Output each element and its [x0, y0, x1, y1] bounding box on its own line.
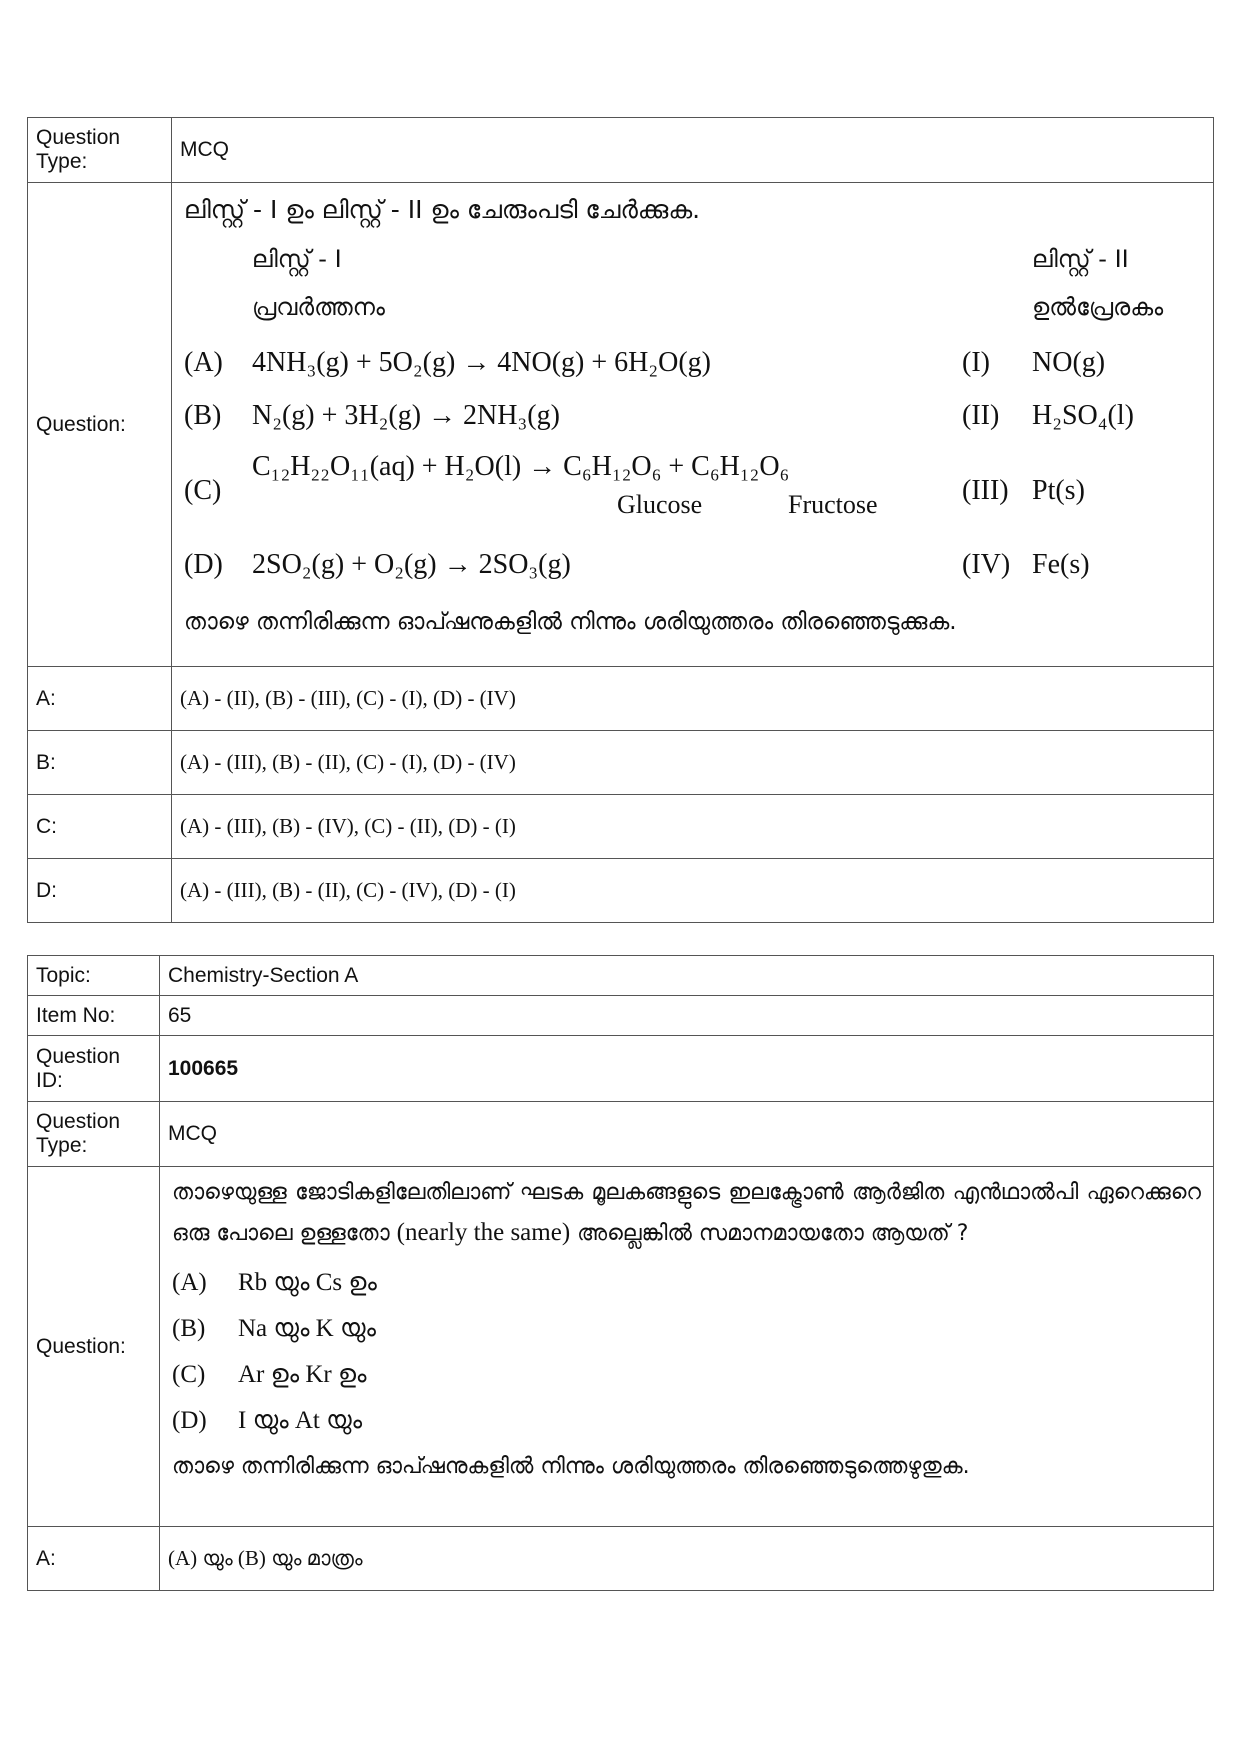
choice-list: [172, 1260, 1201, 1444]
question-table-2: [27, 955, 1214, 1591]
option-row: [28, 1527, 1214, 1591]
choice-item: [172, 1398, 1201, 1444]
list1-row-label: (A): [184, 347, 223, 378]
list2-row-label: (III): [962, 475, 1009, 506]
topic-value: Chemistry-Section A: [160, 956, 1214, 996]
question-row: [28, 1167, 1214, 1527]
list2-subheading: ഉൽപ്രേരകം: [1032, 293, 1164, 321]
question-id-value: 100665: [160, 1036, 1214, 1102]
option-text: (A) യും (B) യും മാത്രം: [160, 1527, 1214, 1591]
choice-item: [172, 1260, 1201, 1306]
option-text: (A) - (III), (B) - (II), (C) - (I), (D) - (IV): [172, 731, 1214, 795]
option-text: (A) - (III), (B) - (IV), (C) - (II), (D) - (I): [172, 795, 1214, 859]
list1-row-label: (D): [184, 549, 223, 580]
option-row: [28, 795, 1214, 859]
option-label: B:: [28, 731, 172, 795]
choice-item: [172, 1306, 1201, 1352]
topic-row: [28, 956, 1214, 996]
option-label: A:: [28, 1527, 160, 1591]
choice-text: Na യും K യും: [238, 1315, 377, 1342]
question-intro: ലിസ്റ്റ് - I ഉം ലിസ്റ്റ് - II ഉം ചേരുംപടി ചേർക്കുക.: [184, 195, 701, 224]
list1-heading: ലിസ്റ്റ് - I: [252, 245, 342, 273]
question-type-row: [28, 118, 1214, 183]
question-body: [172, 183, 1214, 667]
list1-row-label: (B): [184, 400, 222, 431]
option-row: [28, 859, 1214, 923]
list2-heading: ലിസ്റ്റ് - II: [1032, 245, 1129, 273]
choice-item: [172, 1352, 1201, 1398]
fructose-label: Fructose: [788, 490, 878, 519]
question-text-latin: (nearly the same): [396, 1219, 571, 1246]
topic-label: Topic:: [28, 956, 160, 996]
list1-equation: C₁₂H₂₂O₁₁(aq) + H₂O(l) → C₆H₁₂O₆ + C₆H₁₂O₆: [252, 451, 790, 482]
question-text-part1: താഴെയുള്ള ജോടികളിലേതിലാണ് ഘടക മൂലകങ്ങളുടെ ഇലക്ട്രോൺ ആർജിത എൻഥാൽപി ഏറെക്കുറെ ഒരു പോലെ ഉള്ളതോ: [172, 1180, 1201, 1246]
question-type-value: MCQ: [160, 1102, 1214, 1167]
question-type-value: MCQ: [172, 118, 1214, 183]
list2-value: Pt(s): [1032, 475, 1085, 506]
choice-text: Ar ഉം Kr ഉം: [238, 1361, 367, 1388]
question-text-part2: അല്ലെങ്കിൽ സമാനമായതോ ആയത് ?: [577, 1221, 969, 1246]
choice-text: Rb യും Cs ഉം: [238, 1269, 377, 1296]
question-instruction: താഴെ തന്നിരിക്കുന്ന ഓപ്ഷനുകളിൽ നിന്നും ശരിയുത്തരം തിരഞ്ഞെടുത്തെഴുതുക.: [172, 1454, 970, 1479]
list1-equation: 2SO₂(g) + O₂(g) → 2SO₃(g): [252, 549, 571, 580]
question-label: Question:: [28, 183, 172, 667]
question-type-label: Question Type:: [28, 1102, 160, 1167]
list2-value: Fe(s): [1032, 549, 1090, 580]
option-text: (A) - (II), (B) - (III), (C) - (I), (D) - (IV): [172, 667, 1214, 731]
list2-value: NO(g): [1032, 347, 1106, 378]
choice-label: (C): [172, 1361, 206, 1388]
list2-row-label: (II): [962, 400, 1000, 431]
question-id-label: Question ID:: [28, 1036, 160, 1102]
option-label: C:: [28, 795, 172, 859]
choice-text: I യും At യും: [238, 1407, 363, 1434]
question-id-row: [28, 1036, 1214, 1102]
list1-equation: 4NH₃(g) + 5O₂(g) → 4NO(g) + 6H₂O(g): [252, 347, 712, 378]
item-value: 65: [160, 996, 1214, 1036]
list1-row-label: (C): [184, 475, 222, 506]
item-row: [28, 996, 1214, 1036]
glucose-label: Glucose: [617, 490, 703, 519]
choice-label: (D): [172, 1407, 207, 1434]
list2-value: H₂SO₄(l): [1032, 400, 1134, 431]
option-row: [28, 667, 1214, 731]
option-label: D:: [28, 859, 172, 923]
question-type-row: [28, 1102, 1214, 1167]
list2-row-label: (IV): [962, 549, 1011, 580]
question-table-1: [27, 117, 1214, 923]
list2-row-label: (I): [962, 347, 990, 378]
choice-label: (A): [172, 1269, 207, 1296]
question-body: [160, 1167, 1214, 1527]
question-label: Question:: [28, 1167, 160, 1527]
option-text: (A) - (III), (B) - (II), (C) - (IV), (D) - (I): [172, 859, 1214, 923]
list1-subheading: പ്രവർത്തനം: [252, 293, 385, 321]
choice-label: (B): [172, 1315, 206, 1342]
question-row: [28, 183, 1214, 667]
question-type-label: Question Type:: [28, 118, 172, 183]
item-label: Item No:: [28, 996, 160, 1036]
question-instruction: താഴെ തന്നിരിക്കുന്ന ഓപ്ഷനുകളിൽ നിന്നും ശരിയുത്തരം തിരഞ്ഞെടുക്കുക.: [184, 609, 957, 635]
option-label: A:: [28, 667, 172, 731]
question-text: [172, 1173, 1201, 1254]
option-row: [28, 731, 1214, 795]
list1-equation: N₂(g) + 3H₂(g) → 2NH₃(g): [252, 400, 560, 431]
